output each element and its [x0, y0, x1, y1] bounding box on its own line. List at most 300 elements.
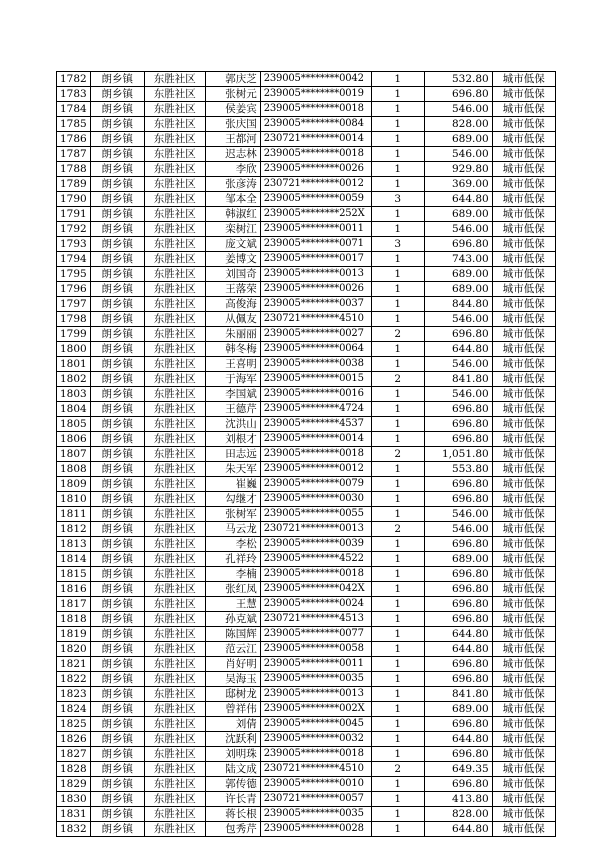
household-size-cell: 1: [371, 702, 424, 717]
name-cell: 李国斌: [205, 387, 260, 402]
household-size-cell: 1: [371, 417, 424, 432]
id-number-cell: 239005********0018: [260, 747, 371, 762]
household-size-cell: 1: [371, 432, 424, 447]
row-number: 1813: [57, 537, 91, 552]
table-row: [57, 327, 556, 342]
community-cell: 东胜社区: [144, 342, 205, 357]
household-size-cell: 1: [371, 162, 424, 177]
town-cell: 朗乡镇: [90, 267, 144, 282]
row-number: 1827: [57, 747, 91, 762]
table-row: [57, 162, 556, 177]
category-cell: 城市低保: [492, 117, 555, 132]
id-number-cell: 239005********0042: [260, 72, 371, 87]
household-size-cell: 1: [371, 402, 424, 417]
community-cell: 东胜社区: [144, 387, 205, 402]
community-cell: 东胜社区: [144, 432, 205, 447]
id-number-cell: 239005********0058: [260, 642, 371, 657]
row-number: 1807: [57, 447, 91, 462]
row-number: 1828: [57, 762, 91, 777]
table-row: [57, 612, 556, 627]
household-size-cell: 1: [371, 537, 424, 552]
amount-cell: 546.00: [424, 312, 492, 327]
amount-cell: 696.80: [424, 672, 492, 687]
category-cell: 城市低保: [492, 732, 555, 747]
town-cell: 朗乡镇: [90, 657, 144, 672]
amount-cell: 546.00: [424, 102, 492, 117]
id-number-cell: 239005********0077: [260, 627, 371, 642]
community-cell: 东胜社区: [144, 492, 205, 507]
id-number-cell: 239005********002X: [260, 702, 371, 717]
category-cell: 城市低保: [492, 657, 555, 672]
town-cell: 朗乡镇: [90, 327, 144, 342]
row-number: 1808: [57, 462, 91, 477]
community-cell: 东胜社区: [144, 327, 205, 342]
table-row: [57, 417, 556, 432]
community-cell: 东胜社区: [144, 222, 205, 237]
id-number-cell: 230721********0014: [260, 132, 371, 147]
category-cell: 城市低保: [492, 627, 555, 642]
community-cell: 东胜社区: [144, 237, 205, 252]
name-cell: 王落荣: [205, 282, 260, 297]
category-cell: 城市低保: [492, 792, 555, 807]
household-size-cell: 1: [371, 117, 424, 132]
community-cell: 东胜社区: [144, 567, 205, 582]
household-size-cell: 2: [371, 447, 424, 462]
community-cell: 东胜社区: [144, 762, 205, 777]
community-cell: 东胜社区: [144, 312, 205, 327]
amount-cell: 644.80: [424, 627, 492, 642]
name-cell: 刘明珠: [205, 747, 260, 762]
row-number: 1826: [57, 732, 91, 747]
community-cell: 东胜社区: [144, 807, 205, 822]
town-cell: 朗乡镇: [90, 72, 144, 87]
id-number-cell: 239005********4522: [260, 552, 371, 567]
name-cell: 韩淑红: [205, 207, 260, 222]
town-cell: 朗乡镇: [90, 672, 144, 687]
table-row: [57, 642, 556, 657]
amount-cell: 828.00: [424, 117, 492, 132]
row-number: 1783: [57, 87, 91, 102]
name-cell: 孙克斌: [205, 612, 260, 627]
table-row: [57, 387, 556, 402]
row-number: 1814: [57, 552, 91, 567]
name-cell: 沈洪山: [205, 417, 260, 432]
id-number-cell: 239005********0084: [260, 117, 371, 132]
table-row: [57, 507, 556, 522]
id-number-cell: 230721********0013: [260, 522, 371, 537]
category-cell: 城市低保: [492, 612, 555, 627]
row-number: 1820: [57, 642, 91, 657]
table-row: [57, 267, 556, 282]
household-size-cell: 1: [371, 462, 424, 477]
id-number-cell: 230721********4510: [260, 312, 371, 327]
household-size-cell: 1: [371, 732, 424, 747]
town-cell: 朗乡镇: [90, 282, 144, 297]
category-cell: 城市低保: [492, 687, 555, 702]
amount-cell: 844.80: [424, 297, 492, 312]
name-cell: 许长青: [205, 792, 260, 807]
id-number-cell: 239005********0071: [260, 237, 371, 252]
row-number: 1787: [57, 147, 91, 162]
amount-cell: 689.00: [424, 552, 492, 567]
amount-cell: 649.35: [424, 762, 492, 777]
name-cell: 郭庆芝: [205, 72, 260, 87]
amount-cell: 644.80: [424, 342, 492, 357]
category-cell: 城市低保: [492, 477, 555, 492]
community-cell: 东胜社区: [144, 192, 205, 207]
name-cell: 刘国奇: [205, 267, 260, 282]
name-cell: 李楠: [205, 567, 260, 582]
id-number-cell: 239005********4537: [260, 417, 371, 432]
household-size-cell: 1: [371, 342, 424, 357]
name-cell: 韩冬梅: [205, 342, 260, 357]
row-number: 1789: [57, 177, 91, 192]
id-number-cell: 239005********0011: [260, 657, 371, 672]
row-number: 1790: [57, 192, 91, 207]
name-cell: 李松: [205, 537, 260, 552]
id-number-cell: 239005********0038: [260, 357, 371, 372]
household-size-cell: 1: [371, 627, 424, 642]
category-cell: 城市低保: [492, 222, 555, 237]
name-cell: 陆文成: [205, 762, 260, 777]
id-number-cell: 239005********0037: [260, 297, 371, 312]
amount-cell: 696.80: [424, 567, 492, 582]
id-number-cell: 230721********0057: [260, 792, 371, 807]
id-number-cell: 239005********0035: [260, 807, 371, 822]
town-cell: 朗乡镇: [90, 117, 144, 132]
table-row: [57, 822, 556, 837]
household-size-cell: 1: [371, 597, 424, 612]
amount-cell: 696.80: [424, 417, 492, 432]
community-cell: 东胜社区: [144, 297, 205, 312]
name-cell: 勾继才: [205, 492, 260, 507]
town-cell: 朗乡镇: [90, 492, 144, 507]
table-row: [57, 357, 556, 372]
amount-cell: 696.80: [424, 777, 492, 792]
row-number: 1823: [57, 687, 91, 702]
amount-cell: 1,051.80: [424, 447, 492, 462]
name-cell: 王德芹: [205, 402, 260, 417]
id-number-cell: 239005********0024: [260, 597, 371, 612]
community-cell: 东胜社区: [144, 87, 205, 102]
name-cell: 孔祥玲: [205, 552, 260, 567]
category-cell: 城市低保: [492, 402, 555, 417]
town-cell: 朗乡镇: [90, 357, 144, 372]
community-cell: 东胜社区: [144, 792, 205, 807]
town-cell: 朗乡镇: [90, 732, 144, 747]
town-cell: 朗乡镇: [90, 102, 144, 117]
category-cell: 城市低保: [492, 822, 555, 837]
relief-roster-table: [56, 71, 556, 837]
town-cell: 朗乡镇: [90, 387, 144, 402]
row-number: 1800: [57, 342, 91, 357]
town-cell: 朗乡镇: [90, 702, 144, 717]
amount-cell: 546.00: [424, 147, 492, 162]
household-size-cell: 1: [371, 672, 424, 687]
amount-cell: 696.80: [424, 582, 492, 597]
category-cell: 城市低保: [492, 342, 555, 357]
row-number: 1784: [57, 102, 91, 117]
category-cell: 城市低保: [492, 297, 555, 312]
row-number: 1802: [57, 372, 91, 387]
row-number: 1819: [57, 627, 91, 642]
household-size-cell: 2: [371, 762, 424, 777]
id-number-cell: 230721********0012: [260, 177, 371, 192]
town-cell: 朗乡镇: [90, 252, 144, 267]
community-cell: 东胜社区: [144, 582, 205, 597]
row-number: 1785: [57, 117, 91, 132]
row-number: 1817: [57, 597, 91, 612]
table-row: [57, 552, 556, 567]
amount-cell: 546.00: [424, 522, 492, 537]
id-number-cell: 239005********4724: [260, 402, 371, 417]
amount-cell: 696.80: [424, 597, 492, 612]
community-cell: 东胜社区: [144, 402, 205, 417]
community-cell: 东胜社区: [144, 177, 205, 192]
town-cell: 朗乡镇: [90, 342, 144, 357]
category-cell: 城市低保: [492, 807, 555, 822]
household-size-cell: 3: [371, 192, 424, 207]
community-cell: 东胜社区: [144, 447, 205, 462]
id-number-cell: 239005********0013: [260, 687, 371, 702]
category-cell: 城市低保: [492, 207, 555, 222]
town-cell: 朗乡镇: [90, 87, 144, 102]
name-cell: 刘根才: [205, 432, 260, 447]
category-cell: 城市低保: [492, 372, 555, 387]
table-row: [57, 207, 556, 222]
row-number: 1812: [57, 522, 91, 537]
id-number-cell: 239005********0064: [260, 342, 371, 357]
name-cell: 侯姜宾: [205, 102, 260, 117]
row-number: 1816: [57, 582, 91, 597]
id-number-cell: 239005********0030: [260, 492, 371, 507]
town-cell: 朗乡镇: [90, 642, 144, 657]
amount-cell: 546.00: [424, 222, 492, 237]
row-number: 1805: [57, 417, 91, 432]
table-body: [57, 72, 556, 837]
row-number: 1809: [57, 477, 91, 492]
row-number: 1810: [57, 492, 91, 507]
id-number-cell: 239005********0018: [260, 147, 371, 162]
category-cell: 城市低保: [492, 432, 555, 447]
row-number: 1804: [57, 402, 91, 417]
id-number-cell: 239005********0018: [260, 102, 371, 117]
community-cell: 东胜社区: [144, 462, 205, 477]
name-cell: 朱天军: [205, 462, 260, 477]
table-row: [57, 312, 556, 327]
community-cell: 东胜社区: [144, 417, 205, 432]
household-size-cell: 1: [371, 177, 424, 192]
category-cell: 城市低保: [492, 87, 555, 102]
household-size-cell: 1: [371, 582, 424, 597]
amount-cell: 532.80: [424, 72, 492, 87]
table-row: [57, 732, 556, 747]
community-cell: 东胜社区: [144, 672, 205, 687]
name-cell: 王喜明: [205, 357, 260, 372]
table-row: [57, 117, 556, 132]
name-cell: 肖好明: [205, 657, 260, 672]
town-cell: 朗乡镇: [90, 822, 144, 837]
id-number-cell: 230721********4513: [260, 612, 371, 627]
town-cell: 朗乡镇: [90, 567, 144, 582]
table-row: [57, 492, 556, 507]
amount-cell: 696.80: [424, 537, 492, 552]
category-cell: 城市低保: [492, 267, 555, 282]
amount-cell: 546.00: [424, 507, 492, 522]
amount-cell: 369.00: [424, 177, 492, 192]
community-cell: 东胜社区: [144, 117, 205, 132]
table-row: [57, 297, 556, 312]
row-number: 1821: [57, 657, 91, 672]
category-cell: 城市低保: [492, 102, 555, 117]
household-size-cell: 1: [371, 777, 424, 792]
amount-cell: 841.80: [424, 687, 492, 702]
name-cell: 迟志林: [205, 147, 260, 162]
category-cell: 城市低保: [492, 462, 555, 477]
id-number-cell: 239005********0079: [260, 477, 371, 492]
row-number: 1793: [57, 237, 91, 252]
town-cell: 朗乡镇: [90, 312, 144, 327]
household-size-cell: 1: [371, 792, 424, 807]
town-cell: 朗乡镇: [90, 582, 144, 597]
town-cell: 朗乡镇: [90, 432, 144, 447]
table-row: [57, 627, 556, 642]
name-cell: 沈跃利: [205, 732, 260, 747]
household-size-cell: 1: [371, 567, 424, 582]
row-number: 1824: [57, 702, 91, 717]
table-row: [57, 477, 556, 492]
amount-cell: 696.80: [424, 402, 492, 417]
table-row: [57, 252, 556, 267]
id-number-cell: 239005********0019: [260, 87, 371, 102]
name-cell: 从佩友: [205, 312, 260, 327]
name-cell: 包秀芹: [205, 822, 260, 837]
town-cell: 朗乡镇: [90, 147, 144, 162]
table-row: [57, 672, 556, 687]
household-size-cell: 1: [371, 687, 424, 702]
table-row: [57, 132, 556, 147]
community-cell: 东胜社区: [144, 507, 205, 522]
table-row: [57, 807, 556, 822]
table-row: [57, 702, 556, 717]
name-cell: 田志远: [205, 447, 260, 462]
category-cell: 城市低保: [492, 237, 555, 252]
amount-cell: 696.80: [424, 87, 492, 102]
row-number: 1792: [57, 222, 91, 237]
row-number: 1832: [57, 822, 91, 837]
table-row: [57, 462, 556, 477]
town-cell: 朗乡镇: [90, 522, 144, 537]
household-size-cell: 1: [371, 642, 424, 657]
category-cell: 城市低保: [492, 717, 555, 732]
name-cell: 张树军: [205, 507, 260, 522]
name-cell: 蒋长根: [205, 807, 260, 822]
id-number-cell: 239005********0032: [260, 732, 371, 747]
household-size-cell: 1: [371, 147, 424, 162]
category-cell: 城市低保: [492, 447, 555, 462]
community-cell: 东胜社区: [144, 102, 205, 117]
community-cell: 东胜社区: [144, 207, 205, 222]
table-row: [57, 657, 556, 672]
amount-cell: 546.00: [424, 357, 492, 372]
id-number-cell: 239005********252X: [260, 207, 371, 222]
category-cell: 城市低保: [492, 132, 555, 147]
town-cell: 朗乡镇: [90, 747, 144, 762]
table-row: [57, 222, 556, 237]
table-row: [57, 717, 556, 732]
amount-cell: 689.00: [424, 702, 492, 717]
table-row: [57, 687, 556, 702]
household-size-cell: 1: [371, 87, 424, 102]
id-number-cell: 239005********0045: [260, 717, 371, 732]
household-size-cell: 1: [371, 102, 424, 117]
id-number-cell: 239005********0059: [260, 192, 371, 207]
name-cell: 张红凤: [205, 582, 260, 597]
category-cell: 城市低保: [492, 147, 555, 162]
community-cell: 东胜社区: [144, 702, 205, 717]
community-cell: 东胜社区: [144, 657, 205, 672]
town-cell: 朗乡镇: [90, 297, 144, 312]
amount-cell: 644.80: [424, 192, 492, 207]
name-cell: 栾树江: [205, 222, 260, 237]
row-number: 1794: [57, 252, 91, 267]
category-cell: 城市低保: [492, 597, 555, 612]
name-cell: 刘倩: [205, 717, 260, 732]
town-cell: 朗乡镇: [90, 717, 144, 732]
town-cell: 朗乡镇: [90, 132, 144, 147]
table-row: [57, 792, 556, 807]
town-cell: 朗乡镇: [90, 792, 144, 807]
category-cell: 城市低保: [492, 702, 555, 717]
household-size-cell: 1: [371, 312, 424, 327]
category-cell: 城市低保: [492, 312, 555, 327]
town-cell: 朗乡镇: [90, 507, 144, 522]
name-cell: 范云江: [205, 642, 260, 657]
row-number: 1831: [57, 807, 91, 822]
community-cell: 东胜社区: [144, 147, 205, 162]
community-cell: 东胜社区: [144, 477, 205, 492]
name-cell: 崔巍: [205, 477, 260, 492]
town-cell: 朗乡镇: [90, 477, 144, 492]
household-size-cell: 1: [371, 507, 424, 522]
id-number-cell: 239005********0027: [260, 327, 371, 342]
row-number: 1788: [57, 162, 91, 177]
name-cell: 张彦涛: [205, 177, 260, 192]
community-cell: 东胜社区: [144, 777, 205, 792]
household-size-cell: 1: [371, 297, 424, 312]
name-cell: 王慧: [205, 597, 260, 612]
category-cell: 城市低保: [492, 252, 555, 267]
amount-cell: 696.80: [424, 717, 492, 732]
row-number: 1798: [57, 312, 91, 327]
community-cell: 东胜社区: [144, 72, 205, 87]
id-number-cell: 239005********0028: [260, 822, 371, 837]
row-number: 1803: [57, 387, 91, 402]
category-cell: 城市低保: [492, 72, 555, 87]
town-cell: 朗乡镇: [90, 537, 144, 552]
table-row: [57, 102, 556, 117]
amount-cell: 841.80: [424, 372, 492, 387]
town-cell: 朗乡镇: [90, 612, 144, 627]
table-row: [57, 762, 556, 777]
table-row: [57, 237, 556, 252]
amount-cell: 696.80: [424, 492, 492, 507]
category-cell: 城市低保: [492, 417, 555, 432]
amount-cell: 696.80: [424, 612, 492, 627]
id-number-cell: 239005********0018: [260, 447, 371, 462]
household-size-cell: 1: [371, 492, 424, 507]
category-cell: 城市低保: [492, 762, 555, 777]
